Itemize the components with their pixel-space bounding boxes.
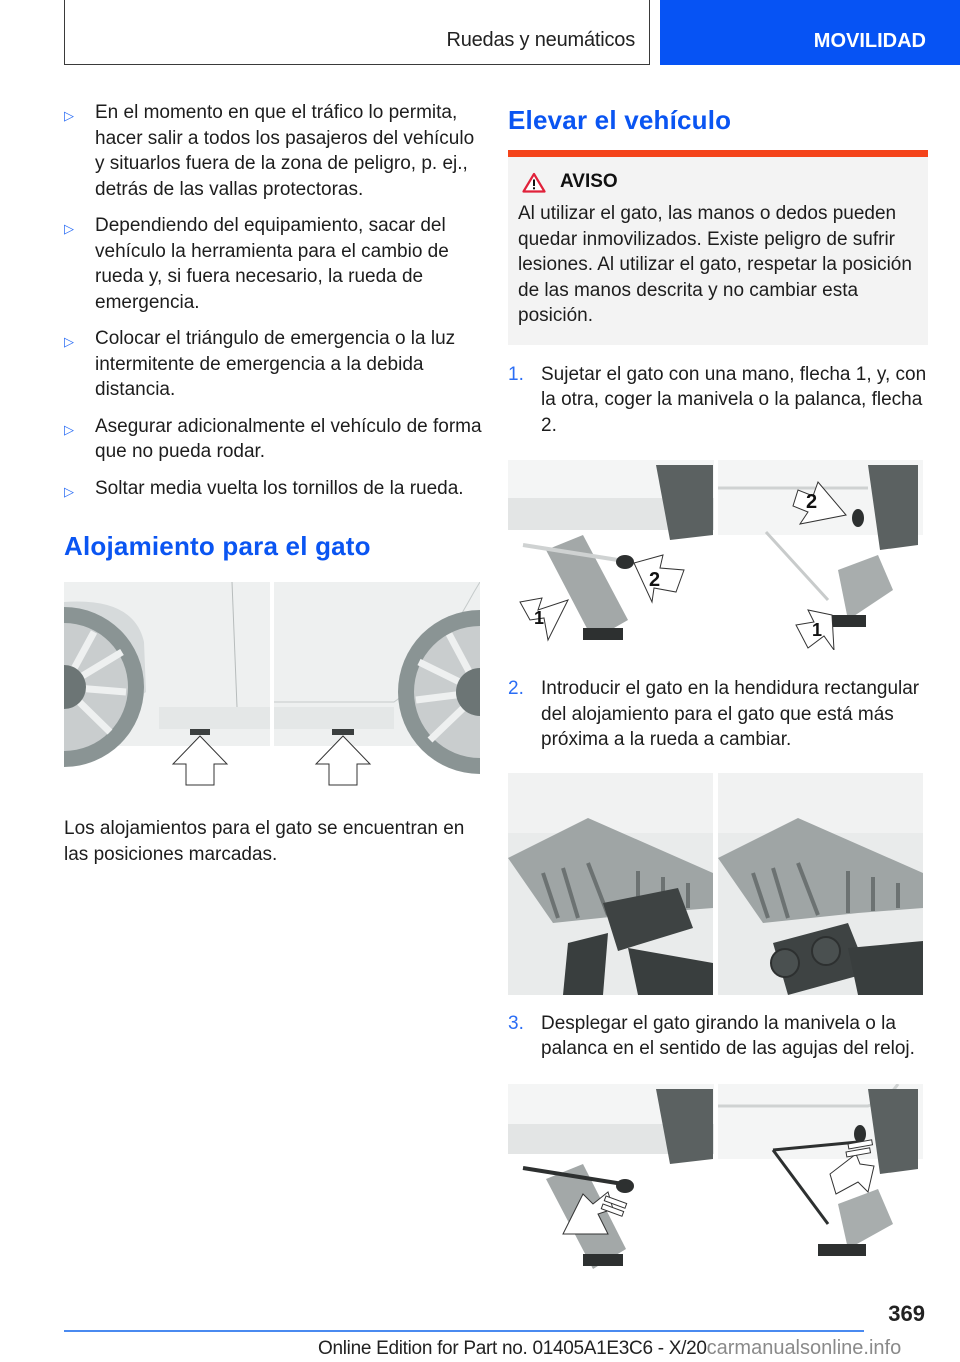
heading-jack-points: Alojamiento para el gato (64, 531, 371, 561)
warning-triangle-icon (522, 172, 546, 193)
bullet-triangle-icon: ▷ (64, 421, 74, 437)
step-item (508, 362, 928, 439)
page-number: 369 (888, 1301, 925, 1326)
edition-text: Online Edition for Part no. 01405A1E3C6 - X/20 (318, 1338, 707, 1359)
chapter-tab (660, 0, 960, 65)
step-text: Desplegar el gato girando la manivela o la palanca en el sentido de las agujas del reloj. (541, 1012, 915, 1059)
footer-divider (64, 1330, 864, 1332)
heading-raise-vehicle: Elevar el vehículo (508, 105, 732, 135)
bullet-text: En el momento en que el tráfico lo permita, hacer salir a todos los pasajeros del vehículo y situarlos fuera de la zona de peligro, p. ej., detrás de las vallas protectoras. (95, 102, 475, 200)
bullet-triangle-icon: ▷ (64, 108, 74, 123)
watermark-link[interactable]: carmanualsonline.info (706, 1337, 902, 1359)
bullet-text: Asegurar adicionalmente el vehículo de forma que no pueda rodar. (95, 415, 482, 462)
warning-title-text: AVISO (560, 171, 618, 192)
bullet-item (64, 100, 484, 202)
left-column (64, 100, 484, 867)
jack-points-illustration (64, 582, 480, 786)
svg-text:2: 2 (649, 569, 661, 591)
svg-text:1: 1 (812, 620, 823, 640)
warning-title (518, 171, 918, 193)
warning-body: Al utilizar el gato, las manos o dedos pueden quedar inmovilizados. Existe peligro de sufrir lesiones. Al utilizar el gato, respetar la posición de las manos descrita y no cambiar esta posición. (518, 203, 912, 326)
step-number: 1. (508, 363, 524, 385)
footer-edition (318, 1337, 901, 1360)
bullet-triangle-icon: ▷ (64, 334, 74, 349)
svg-text:2: 2 (806, 491, 818, 513)
bullet-text: Colocar el triángulo de emergencia o la luz intermitente de emergencia a la debida distancia. (95, 328, 456, 400)
chapter-tab-label: MOVILIDAD (813, 30, 926, 52)
jack-handling-illustration (508, 460, 923, 650)
bullet-triangle-icon: ▷ (64, 483, 74, 499)
bullet-text: Soltar media vuelta los tornillos de la rueda. (95, 477, 464, 499)
step-item (508, 676, 928, 753)
bullet-text: Dependiendo del equipamiento, sacar del vehículo la herramienta para el cambio de rueda y, si fuera necesario, la rueda de emergencia. (95, 215, 449, 313)
step-number: 2. (508, 678, 524, 699)
step-number: 3. (508, 1012, 524, 1034)
step-text: Sujetar el gato con una mano, flecha 1, y, con la otra, coger la manivela o la palanca, flecha 2. (541, 363, 927, 436)
right-column (508, 100, 928, 1274)
bullet-triangle-icon: ▷ (64, 221, 74, 236)
warning-box (508, 150, 928, 345)
header-section-box (64, 0, 650, 65)
jack-insertion-illustration (508, 773, 923, 995)
step-item (508, 1011, 928, 1062)
section-title: Ruedas y neumáticos (446, 29, 635, 51)
jack-points-description: Los alojamientos para el gato se encuentran en las posiciones marcadas. (64, 818, 465, 865)
svg-text:1: 1 (534, 608, 545, 628)
bullet-item (64, 326, 484, 403)
bullet-item (64, 476, 484, 502)
bullet-item (64, 414, 484, 465)
step-text: Introducir el gato en la hendidura rectangular del alojamiento para el gato que está más próxima a la rueda a cambiar. (541, 678, 920, 750)
jack-cranking-illustration (508, 1084, 923, 1274)
bullet-item (64, 213, 484, 315)
